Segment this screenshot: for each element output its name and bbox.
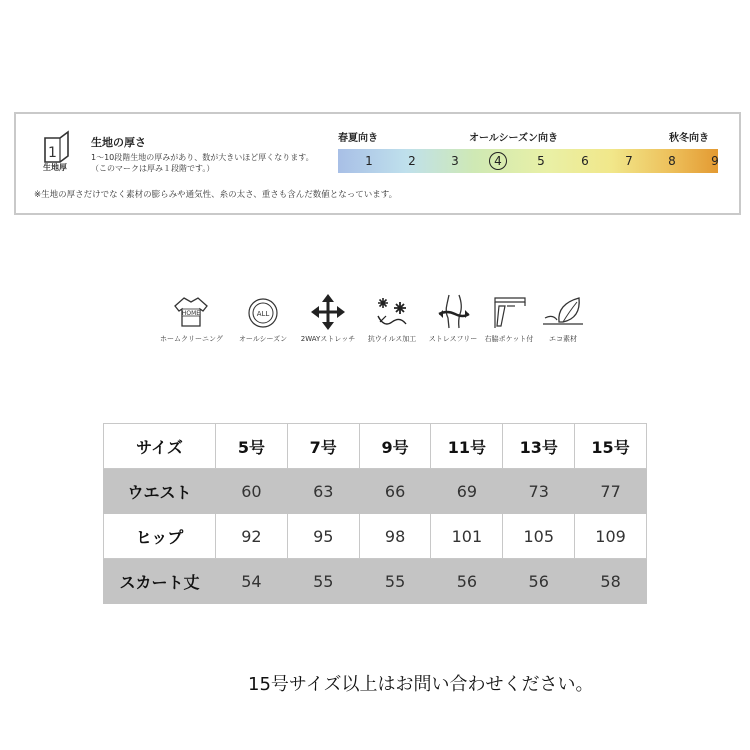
table-cell: 98 (359, 514, 431, 559)
table-cell: 56 (431, 559, 503, 604)
table-header-cell: 11号 (431, 424, 503, 469)
stress-free-icon (433, 292, 473, 332)
scale-value-4-selected: 4 (477, 149, 519, 173)
thickness-icon-label: 生地厚 (43, 163, 67, 172)
table-header-cell: 13号 (503, 424, 575, 469)
svg-text:ALL: ALL (256, 310, 270, 318)
feature-label-eco-material: エコ素材 (549, 335, 577, 343)
feature-all-season (232, 292, 294, 344)
scale-value-1: 1 (365, 154, 373, 168)
table-cell: 92 (216, 514, 288, 559)
row-label: ヒップ (104, 514, 216, 559)
table-header-cell: 9号 (359, 424, 431, 469)
fabric-thickness-panel (14, 112, 741, 215)
feature-right-pocket (478, 292, 540, 344)
two-way-stretch-icon (308, 292, 348, 332)
table-header-cell: 7号 (287, 424, 359, 469)
table-cell: 56 (503, 559, 575, 604)
thickness-description-line-2: （このマークは厚み１段階です。） (91, 164, 215, 173)
feature-label-all-season: オールシーズン (238, 335, 288, 343)
thickness-description (91, 152, 314, 174)
table-header-cell: サイズ (104, 424, 216, 469)
scale-value-6: 6 (581, 154, 589, 168)
table-header-cell: 15号 (575, 424, 647, 469)
svg-text:HOME: HOME (181, 310, 201, 317)
antiviral-icon (372, 292, 412, 332)
svg-text:1: 1 (48, 145, 57, 161)
scale-value-7: 7 (625, 154, 633, 168)
home-cleaning-icon (171, 292, 211, 332)
season-autumn-winter-label: 秋冬向き (669, 133, 709, 144)
season-spring-summer-label: 春夏向き (338, 133, 378, 144)
table-cell: 54 (216, 559, 288, 604)
feature-two-way-stretch (297, 292, 359, 344)
table-row-waist (104, 469, 647, 514)
table-cell: 73 (503, 469, 575, 514)
scale-value-5: 5 (537, 154, 545, 168)
feature-label-home-cleaning: ホームクリーニング (160, 335, 223, 343)
table-row-hip (104, 514, 647, 559)
feature-eco-material (532, 292, 594, 344)
row-label: スカート丈 (104, 559, 216, 604)
season-all-label: オールシーズン向き (469, 133, 559, 144)
table-row-skirt-length (104, 559, 647, 604)
feature-label-stress-free: ストレスフリー (428, 335, 478, 343)
thickness-scale-bar (338, 149, 718, 173)
table-cell: 63 (287, 469, 359, 514)
right-pocket-icon (489, 292, 529, 332)
table-cell: 66 (359, 469, 431, 514)
table-cell: 69 (431, 469, 503, 514)
size-table (103, 423, 647, 604)
feature-home-cleaning (160, 292, 222, 344)
feature-label-antiviral: 抗ウイルス加工 (367, 335, 417, 343)
size-inquiry-note: 15号サイズ以上はお問い合わせください。 (248, 674, 594, 695)
scale-value-3: 3 (451, 154, 459, 168)
table-cell: 55 (359, 559, 431, 604)
feature-antiviral (361, 292, 423, 344)
row-label: ウエスト (104, 469, 216, 514)
feature-label-right-pocket: 右脇ポケット付 (484, 335, 534, 343)
thickness-note: ※生地の厚さだけでなく素材の膨らみや通気性、糸の太さ、重さも含んだ数値となっています。 (34, 190, 398, 200)
all-season-icon (243, 292, 283, 332)
scale-value-9: 9 (711, 154, 719, 168)
feature-label-two-way-stretch: 2WAYストレッチ (300, 335, 356, 343)
table-cell: 60 (216, 469, 288, 514)
table-cell: 77 (575, 469, 647, 514)
scale-value-2: 2 (408, 154, 416, 168)
table-cell: 95 (287, 514, 359, 559)
feature-stress-free (422, 292, 484, 344)
thickness-description-line-1: 1～10段階生地の厚みがあり、数が大きいほど厚くなります。 (91, 153, 314, 162)
table-cell: 105 (503, 514, 575, 559)
table-header-row (104, 424, 647, 469)
thickness-title: 生地の厚さ (91, 136, 146, 149)
scale-value-8: 8 (668, 154, 676, 168)
table-cell: 101 (431, 514, 503, 559)
table-cell: 109 (575, 514, 647, 559)
eco-material-icon (541, 292, 585, 332)
table-cell: 55 (287, 559, 359, 604)
table-header-cell: 5号 (216, 424, 288, 469)
table-cell: 58 (575, 559, 647, 604)
